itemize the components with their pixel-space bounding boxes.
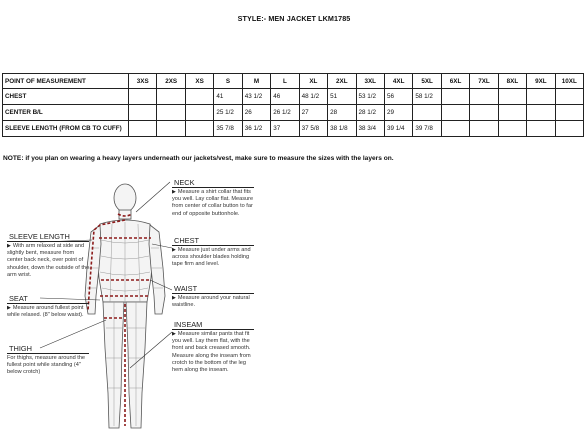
table-cell — [413, 105, 441, 121]
seat-divider — [7, 303, 89, 304]
waist-divider — [172, 293, 254, 294]
row-label: CENTER B/L — [3, 105, 129, 121]
sleeve-length-label: SLEEVE LENGTH — [9, 232, 70, 241]
header-cell: 6XL — [441, 74, 469, 89]
table-cell — [157, 121, 185, 137]
header-cell: L — [271, 74, 299, 89]
table-cell: 27 — [299, 105, 327, 121]
table-cell: 56 — [384, 89, 412, 105]
table-cell: 28 — [328, 105, 356, 121]
neck-divider — [172, 187, 254, 188]
seat-instructions: ▶ Measure around fullest point while relaxed. (8" below waist). — [7, 305, 84, 319]
table-cell: 29 — [384, 105, 412, 121]
table-cell: 37 5/8 — [299, 121, 327, 137]
table-cell: 38 3/4 — [356, 121, 384, 137]
table-cell — [185, 121, 213, 137]
table-row-center-bl — [3, 105, 584, 121]
bullet-triangle-icon: ▶ — [7, 243, 11, 249]
seat-label: SEAT — [9, 294, 28, 303]
bullet-triangle-icon: ▶ — [172, 189, 176, 195]
chest-divider — [172, 245, 254, 246]
bullet-triangle-icon: ▶ — [172, 331, 176, 337]
inseam-divider — [172, 329, 254, 330]
table-cell — [129, 121, 157, 137]
table-cell — [555, 121, 583, 137]
table-cell — [185, 89, 213, 105]
table-cell — [527, 121, 555, 137]
header-cell: XS — [185, 74, 213, 89]
bullet-triangle-icon: ▶ — [172, 295, 176, 301]
waist-label: WAIST — [174, 284, 198, 293]
table-cell: 51 — [328, 89, 356, 105]
row-label: SLEEVE LENGTH (FROM CB TO CUFF) — [3, 121, 129, 137]
table-cell: 37 — [271, 121, 299, 137]
header-cell: 2XS — [157, 74, 185, 89]
neck-label: NECK — [174, 178, 195, 187]
table-cell — [129, 105, 157, 121]
table-cell — [441, 105, 469, 121]
header-cell: 3XL — [356, 74, 384, 89]
row-label: CHEST — [3, 89, 129, 105]
header-cell: 3XS — [129, 74, 157, 89]
neck-instructions: ▶ Measure a shirt collar that fits you well. Lay collar flat. Measure from center of collar button to far end of opposite buttonhole. — [172, 189, 254, 217]
table-cell: 53 1/2 — [356, 89, 384, 105]
table-cell: 38 1/8 — [328, 121, 356, 137]
table-cell — [527, 105, 555, 121]
table-row-chest — [3, 89, 584, 105]
chest-instructions: ▶ Measure just under arms and across shoulder blades holding tape firm and level. — [172, 247, 251, 268]
table-cell: 25 1/2 — [214, 105, 242, 121]
bullet-triangle-icon: ▶ — [172, 247, 176, 253]
table-cell — [527, 89, 555, 105]
thigh-label: THIGH — [9, 344, 32, 353]
table-cell: 26 — [242, 105, 270, 121]
table-cell — [498, 121, 526, 137]
header-cell: M — [242, 74, 270, 89]
table-cell — [555, 105, 583, 121]
table-cell: 58 1/2 — [413, 89, 441, 105]
table-cell — [555, 89, 583, 105]
header-cell: S — [214, 74, 242, 89]
table-cell: 43 1/2 — [242, 89, 270, 105]
table-row-sleeve-length — [3, 121, 584, 137]
table-cell — [498, 89, 526, 105]
header-cell: 2XL — [328, 74, 356, 89]
table-cell: 46 — [271, 89, 299, 105]
style-title: STYLE:- MEN JACKET LKM1785 — [237, 14, 351, 23]
sleeve-length-instructions: ▶ With arm relaxed at side and slightly bent, measure from center back neck, over point of shoulder, down the outside of the arm wrist. — [7, 243, 90, 278]
sleeve-length-divider — [7, 241, 89, 242]
thigh-divider — [7, 353, 89, 354]
header-cell: 10XL — [555, 74, 583, 89]
table-cell: 48 1/2 — [299, 89, 327, 105]
table-cell — [470, 89, 498, 105]
table-cell: 36 1/2 — [242, 121, 270, 137]
table-cell — [157, 105, 185, 121]
table-cell — [441, 89, 469, 105]
header-cell: 4XL — [384, 74, 412, 89]
measurement-guide — [0, 168, 588, 441]
table-header-row — [3, 74, 584, 89]
table-cell — [470, 105, 498, 121]
table-cell: 41 — [214, 89, 242, 105]
header-cell: 7XL — [470, 74, 498, 89]
header-cell: POINT OF MEASUREMENT — [3, 74, 129, 89]
layering-note: NOTE: if you plan on wearing a heavy layers underneath our jackets/vest, make sure to measure the sizes with the layers on. — [3, 155, 394, 162]
inseam-label: INSEAM — [174, 320, 203, 329]
header-cell: XL — [299, 74, 327, 89]
header-cell: 8XL — [498, 74, 526, 89]
table-cell — [157, 89, 185, 105]
table-cell: 26 1/2 — [271, 105, 299, 121]
table-cell — [470, 121, 498, 137]
thigh-instructions: For thighs, measure around the fullest point while standing (4" below crotch) — [7, 355, 86, 376]
table-cell: 39 1/4 — [384, 121, 412, 137]
header-cell: 9XL — [527, 74, 555, 89]
table-cell — [441, 121, 469, 137]
bullet-triangle-icon: ▶ — [7, 305, 11, 311]
inseam-instructions: ▶ Measure similar pants that fit you well. Lay them flat, with the front and back creased smooth. Measure along the inseam from crotch to the bottom of the leg hem along the inseam. — [172, 331, 251, 374]
table-cell — [129, 89, 157, 105]
header-cell: 5XL — [413, 74, 441, 89]
table-cell — [185, 105, 213, 121]
chest-label: CHEST — [174, 236, 200, 245]
table-cell: 28 1/2 — [356, 105, 384, 121]
table-cell: 35 7/8 — [214, 121, 242, 137]
size-chart-table — [2, 73, 584, 137]
table-cell: 39 7/8 — [413, 121, 441, 137]
table-cell — [498, 105, 526, 121]
waist-instructions: ▶ Measure around your natural waistline. — [172, 295, 250, 309]
